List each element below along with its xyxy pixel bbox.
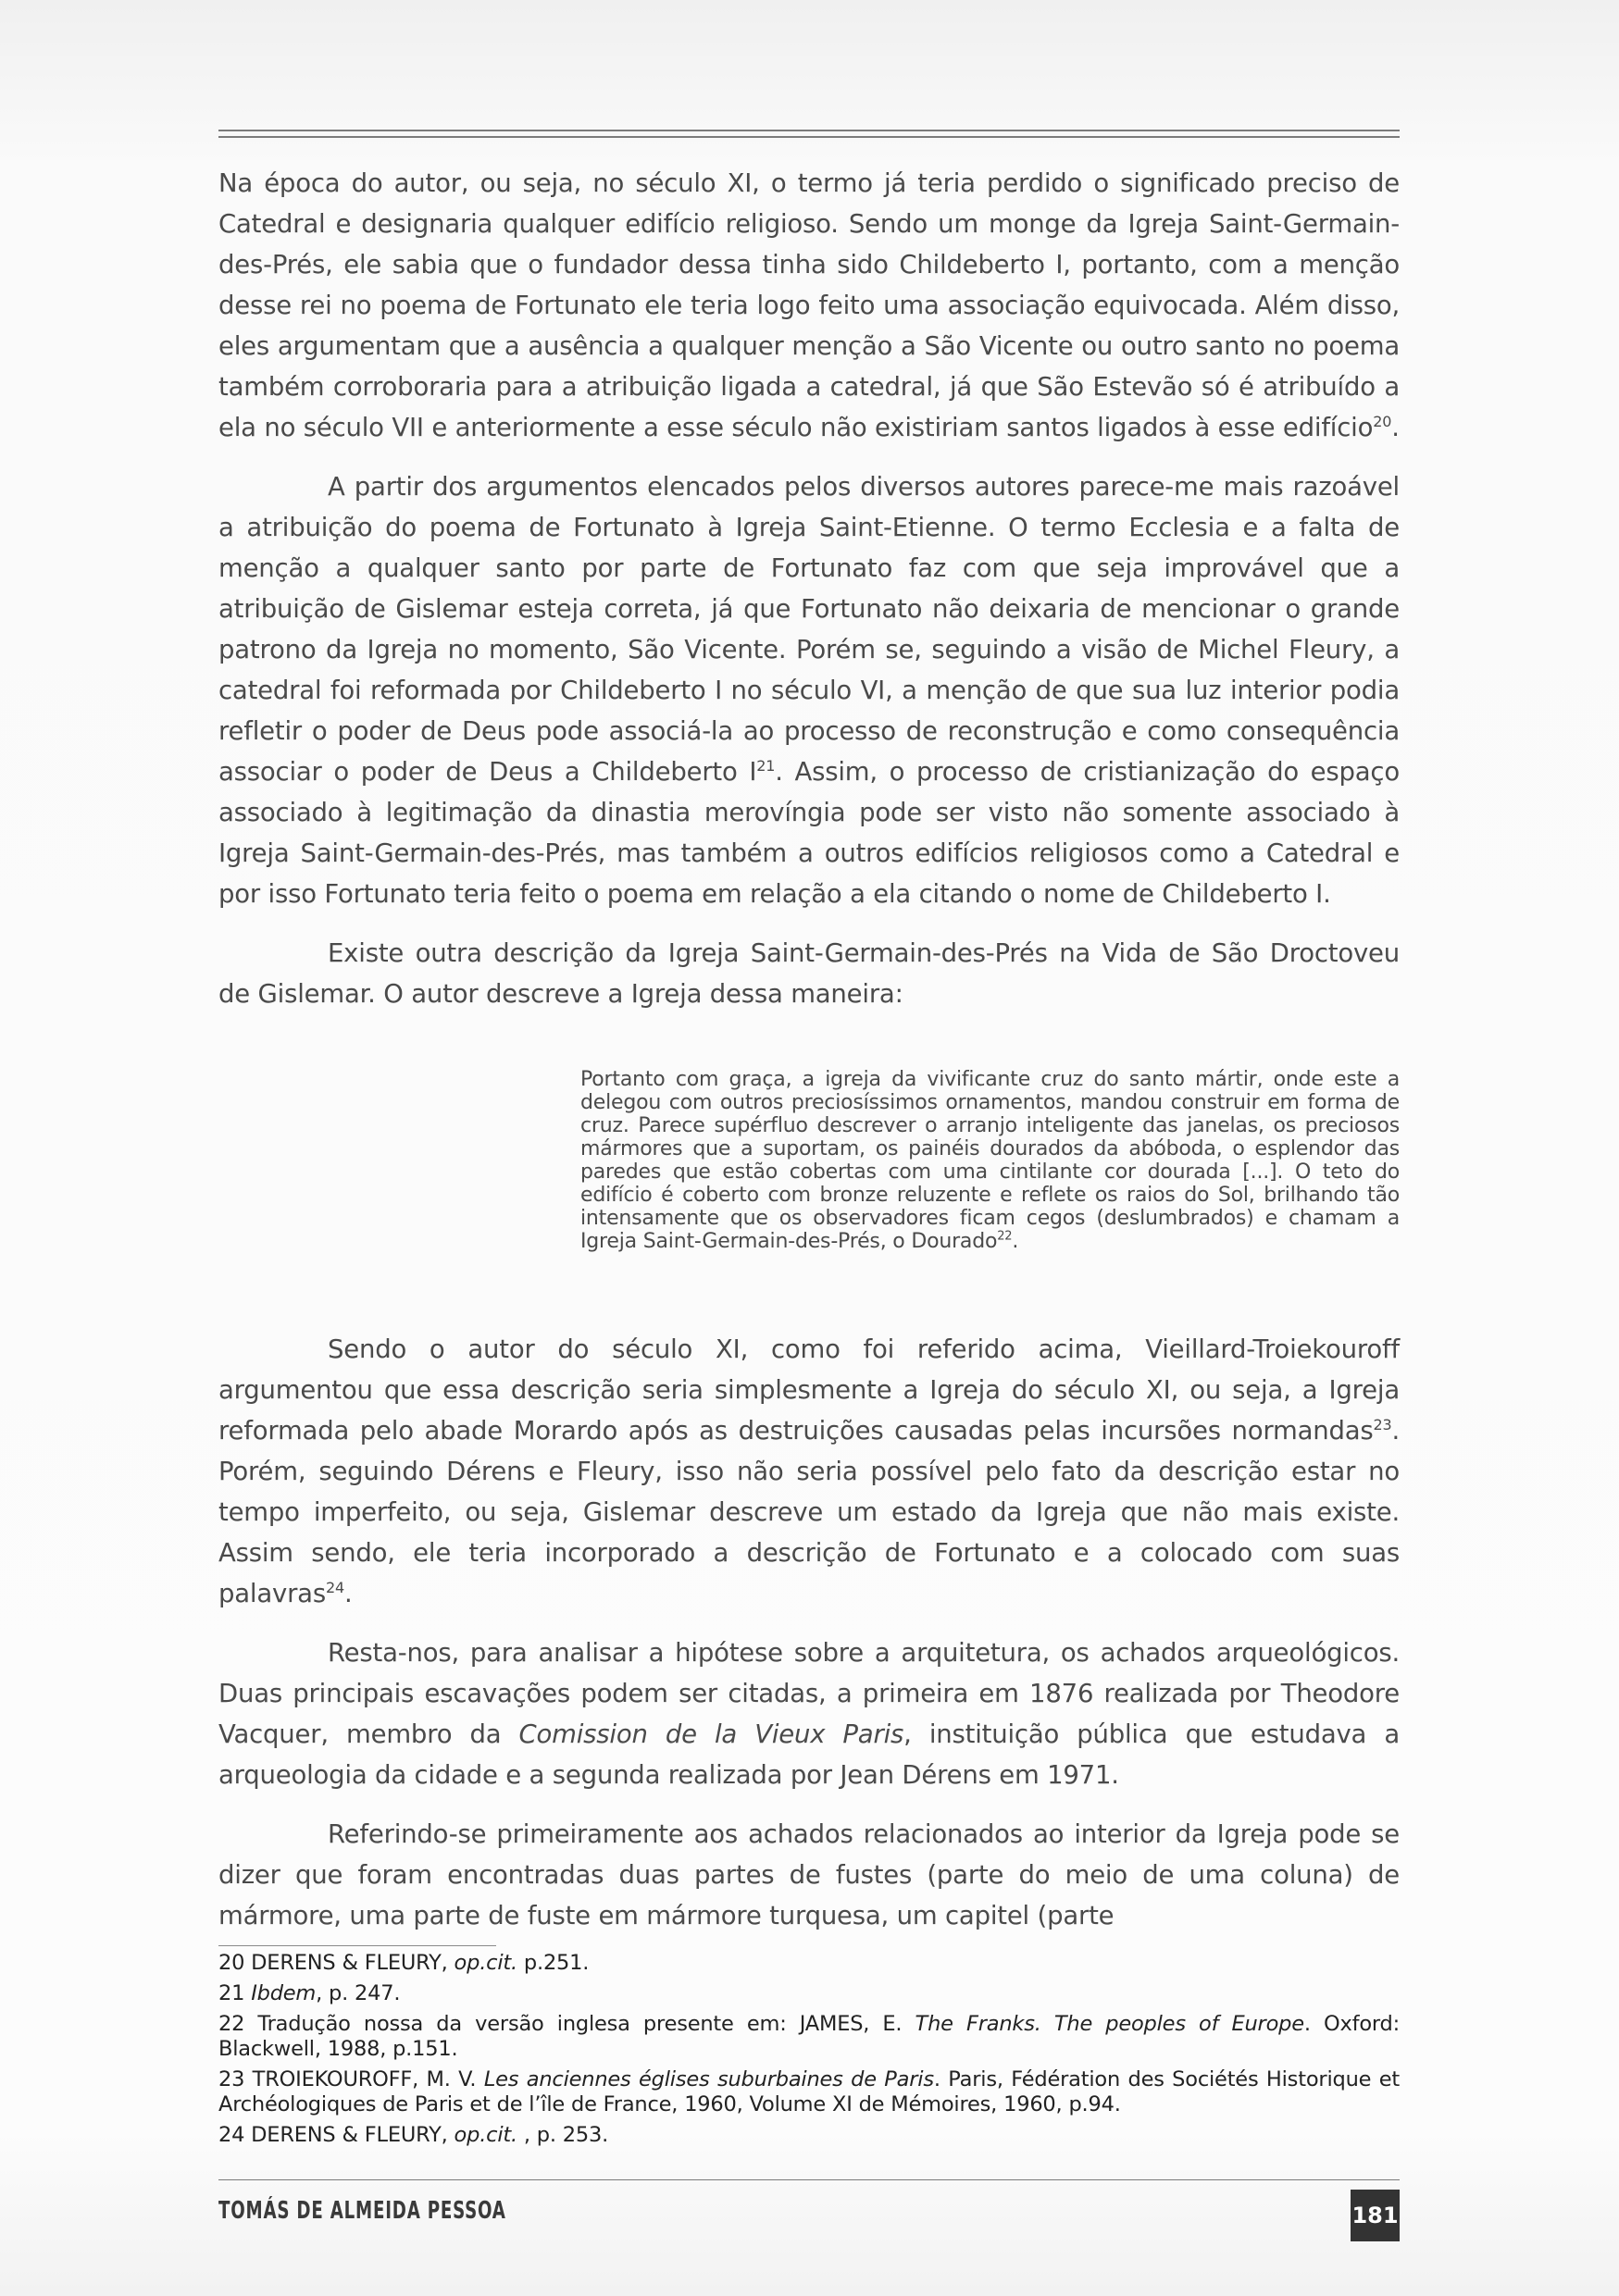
paragraph-1: Na época do autor, ou seja, no século XI, o termo já teria perdido o significado preciso de Catedral e designaria qualquer edifício religioso. Sendo um monge da Igreja Saint-Germain-des-Prés, ele sabia que o fundador dessa tinha sido Childeberto I, portanto, com a menção desse rei no poema de Fortunato ele teria logo feito uma associação equivocada. Além disso, eles argumentam que a ausência a qualquer menção a São Vicente ou outro santo no poema também corroboraria para a atribuição ligada a catedral, já que São Estevão só é atribuído a ela no século VII e anteriormente a esse século não existiriam santos ligados à esse edifício$^{20}$. xyxy=(218,168,1400,442)
footer-author: TOMÁS DE ALMEIDA PESSOA xyxy=(218,2197,506,2225)
footnote-20-text: 20 DERENS & FLEURY, xyxy=(218,1951,455,1975)
footnote-22 xyxy=(218,2012,1400,2062)
footnote-23-tail: . Paris, Fédération des Sociétés Historique et Archéologiques de Paris et de l’île de France, 1960, Volume XI de Mémoires, 1960, p.94. xyxy=(218,2067,1400,2116)
document-page xyxy=(218,0,1400,2296)
page-number-badge: 181 xyxy=(1351,2190,1400,2241)
footnote-ref-24[interactable]: 24 xyxy=(325,1578,344,1596)
footnote-24 xyxy=(218,2123,1400,2148)
footnote-20 xyxy=(218,1951,1400,1976)
footnote-22-italic: The Franks. The peoples of Europe xyxy=(915,2012,1304,2036)
footnote-21 xyxy=(218,1981,1400,2006)
paragraph-6: Referindo-se primeiramente aos achados relacionados ao interior da Igreja pode se dizer que foram encontradas duas partes de fustes (parte do meio de uma coluna) de mármore, uma parte de fuste em mármore turquesa, um capitel (parte xyxy=(218,1819,1400,1930)
footnote-ref-21[interactable]: 21 xyxy=(756,756,776,775)
footnote-ref-20[interactable]: 20 xyxy=(1373,412,1392,430)
paragraph-5 xyxy=(218,1632,1400,1795)
paragraph-4-text-a: Sendo o autor do século XI, como foi referido acima, Vieillard-Troiekouroff argumentou que essa descrição seria simplesmente a Igreja do século XI, ou seja, a Igreja reformada pelo abade Morardo após as destruições causadas pelas incursões normandas xyxy=(218,1334,1400,1446)
paragraph-5-text-b: , instituição pública que estudava a arqueologia da cidade e a segunda realizada por Jean Dérens em 1971. xyxy=(218,1719,1400,1790)
footnote-24-tail: , p. 253. xyxy=(517,2123,609,2147)
block-quote-text: Portanto com graça, a igreja da vivificante cruz do santo mártir, onde este a delegou com outros preciosíssimos ornamentos, mandou construir em forma de cruz. Parece supérfluo descrever o arranjo inteligente das janelas, os preciosos mármores que a suportam, os painéis dourados da abóboda, o esplendor das paredes que estão cobertas com uma cintilante cor dourada [...]. O teto do edifício é coberto com bronze reluzente e reflete os raios do Sol, brilhando tão intensamente que os observadores ficam cegos (deslumbrados) e chamam a Igreja Saint-Germain-des-Prés, o Dourado xyxy=(580,1068,1400,1253)
footnote-separator xyxy=(218,1945,496,1946)
footnote-21-text: 21 xyxy=(218,1981,252,2005)
footnote-20-tail: p.251. xyxy=(517,1951,590,1975)
footnote-23-text: 23 TROIEKOUROFF, M. V. xyxy=(218,2067,484,2091)
header-double-rule xyxy=(218,130,1400,138)
footer-rule xyxy=(218,2179,1400,2180)
footnote-20-italic: op.cit. xyxy=(454,1951,517,1975)
footnote-22-tail: . Oxford: Blackwell, 1988, p.151. xyxy=(218,2012,1401,2061)
block-quote: Portanto com graça, a igreja da vivificante cruz do santo mártir, onde este a delegou com outros preciosíssimos ornamentos, mandou construir em forma de cruz. Parece supérfluo descrever o arranjo inteligente das janelas, os preciosos mármores que a suportam, os painéis dourados da abóboda, o esplendor das paredes que estão cobertas com uma cintilante cor dourada [...]. O teto do edifício é coberto com bronze reluzente e reflete os raios do Sol, brilhando tão intensamente que os observadores ficam cegos (deslumbrados) e chamam a Igreja Saint-Germain-des-Prés, o Dourado$^{22}$. xyxy=(580,1068,1400,1253)
footnote-24-italic: op.cit. xyxy=(454,2123,517,2147)
footnote-21-italic: Ibdem xyxy=(251,1981,317,2005)
footnote-ref-22[interactable]: 22 xyxy=(997,1229,1013,1244)
footnotes xyxy=(218,1951,1400,2153)
footnote-22-text: 22 Tradução nossa da versão inglesa presente em: JAMES, E. xyxy=(218,2012,915,2036)
footnote-21-tail: , p. 247. xyxy=(316,1981,401,2005)
footnote-ref-23[interactable]: 23 xyxy=(1373,1415,1392,1433)
footnote-23-italic: Les anciennes églises suburbaines de Paris xyxy=(483,2067,934,2091)
paragraph-2-text-a: A partir dos argumentos elencados pelos diversos autores parece-me mais razoável a atribuição do poema de Fortunato à Igreja Saint-Etienne. O termo Ecclesia e a falta de menção a qualquer santo por parte de Fortunato faz com que seja improvável que a atribuição de Gislemar esteja correta, já que Fortunato não deixaria de mencionar o grande patrono da Igreja no momento, São Vicente. Porém se, seguindo a visão de Michel Fleury, a catedral foi reformada por Childeberto I no século VI, a menção de que sua luz interior podia refletir o poder de Deus pode associá-la ao processo de reconstrução e como consequência associar o poder de Deus a Childeberto I xyxy=(218,472,1400,787)
paragraph-2-text-b: . Assim, o processo de cristianização do espaço associado à legitimação da dinastia merovíngia pode ser visto não somente associado à Igreja Saint-Germain-des-Prés, mas também a outros edifícios religiosos como a Catedral e por isso Fortunato teria feito o poema em relação a ela citando o nome de Childeberto I. xyxy=(218,757,1400,909)
paragraph-4: Sendo o autor do século XI, como foi referido acima, Vieillard-Troiekouroff argumentou que essa descrição seria simplesmente a Igreja do século XI, ou seja, a Igreja reformada pelo abade Morardo após as destruições causadas pelas incursões normandas$^{23}$. Porém, seguindo Dérens e Fleury, isso não seria possível pelo fato da descrição estar no tempo imperfeito, ou seja, Gislemar descreve um estado da Igreja que não mais existe. Assim sendo, ele teria incorporado a descrição de Fortunato e a colocado com suas palavras$^{24}$. xyxy=(218,1334,1400,1608)
paragraph-1-text: Na época do autor, ou seja, no século XI, o termo já teria perdido o significado preciso de Catedral e designaria qualquer edifício religioso. Sendo um monge da Igreja Saint-Germain-des-Prés, ele sabia que o fundador dessa tinha sido Childeberto I, portanto, com a menção desse rei no poema de Fortunato ele teria logo feito uma associação equivocada. Além disso, eles argumentam que a ausência a qualquer menção a São Vicente ou outro santo no poema também corroboraria para a atribuição ligada a catedral, já que São Estevão só é atribuído a ela no século VII e anteriormente a esse século não existiriam santos ligados à esse edifício xyxy=(218,168,1400,442)
footnote-23 xyxy=(218,2067,1400,2117)
paragraph-5-text-a: Resta-nos, para analisar a hipótese sobre a arquitetura, os achados arqueológicos. Duas principais escavações podem ser citadas, a primeira em 1876 realizada por Theodore Vacquer, membro da xyxy=(218,1638,1400,1749)
main-body xyxy=(218,163,1400,1955)
paragraph-2 xyxy=(218,466,1400,914)
paragraph-4-text-b: . Porém, seguindo Dérens e Fleury, isso não seria possível pelo fato da descrição estar no tempo imperfeito, ou seja, Gislemar descreve um estado da Igreja que não mais existe. Assim sendo, ele teria incorporado a descrição de Fortunato e a colocado com suas palavras xyxy=(218,1416,1400,1608)
paragraph-3: Existe outra descrição da Igreja Saint-Germain-des-Prés na Vida de São Droctoveu de Gislemar. O autor descreve a Igreja dessa maneira: xyxy=(218,938,1400,1009)
paragraph-5-italic: Comission de la Vieux Paris xyxy=(518,1719,904,1749)
footnote-24-text: 24 DERENS & FLEURY, xyxy=(218,2123,455,2147)
